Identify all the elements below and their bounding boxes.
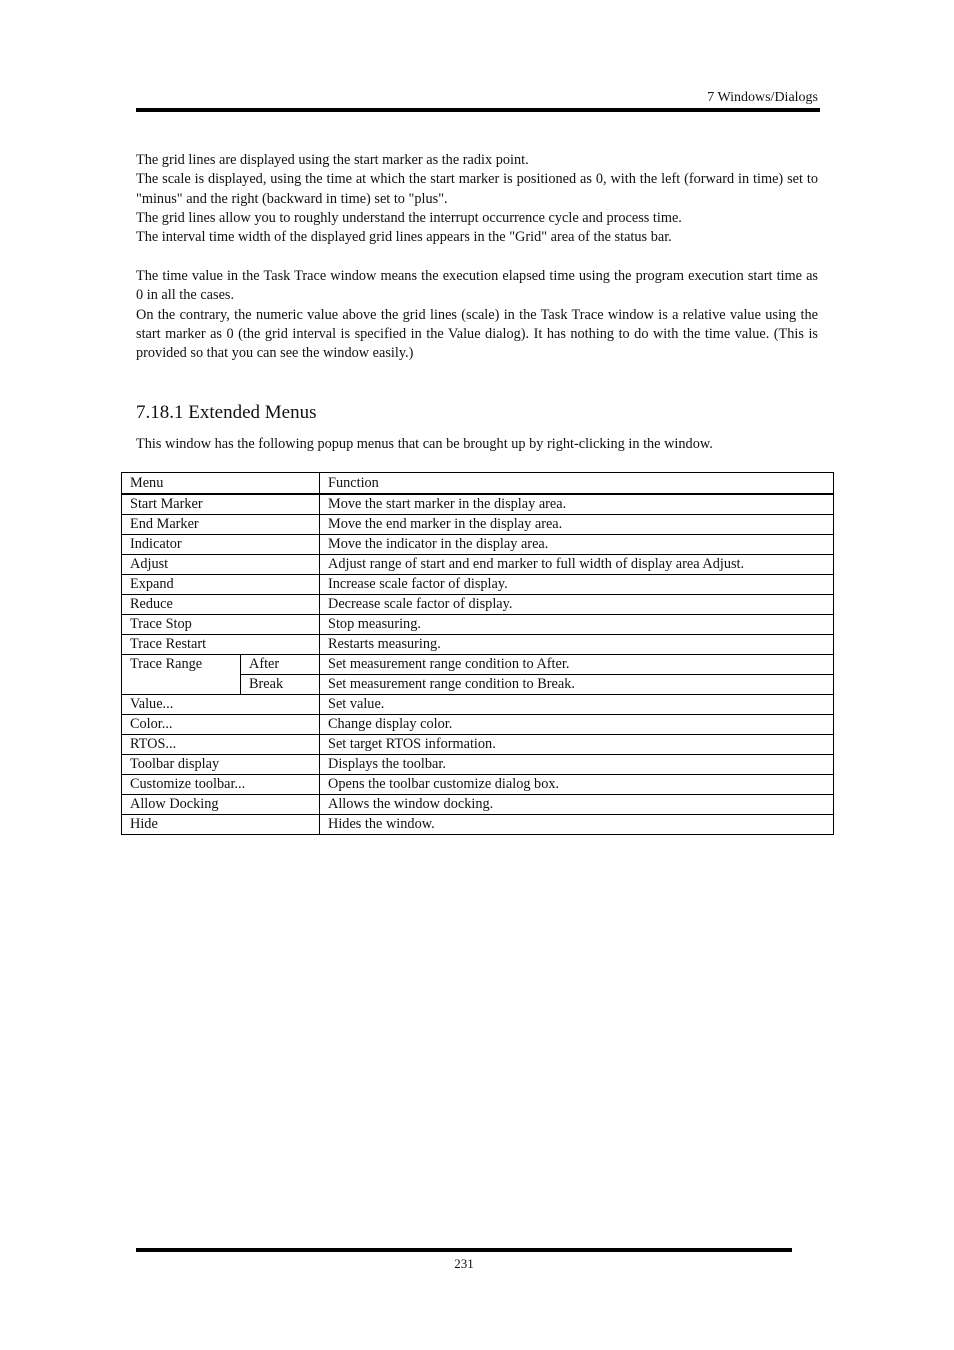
header-rule <box>136 108 820 112</box>
table-header-row <box>122 473 834 495</box>
menu-cell: Allow Docking <box>122 795 320 815</box>
menu-cell: Toolbar display <box>122 755 320 775</box>
function-cell: Opens the toolbar customize dialog box. <box>320 775 834 795</box>
function-cell: Set measurement range condition to After. <box>320 655 834 675</box>
menu-cell: RTOS... <box>122 735 320 755</box>
page-number: 231 <box>454 1256 474 1271</box>
table-row <box>122 535 834 555</box>
function-cell: Set measurement range condition to Break. <box>320 675 834 695</box>
body-line: The interval time width of the displayed grid lines appears in the "Grid" area of the status bar. <box>136 229 672 246</box>
table-row <box>122 515 834 535</box>
section-intro: This window has the following popup menus that can be brought up by right-clicking in the window. <box>136 436 713 452</box>
menu-cell: Reduce <box>122 595 320 615</box>
menu-cell: Expand <box>122 575 320 595</box>
function-cell: Set value. <box>320 695 834 715</box>
function-cell: Increase scale factor of display. <box>320 575 834 595</box>
table-row <box>122 775 834 795</box>
table-row <box>122 655 834 675</box>
function-cell: Restarts measuring. <box>320 635 834 655</box>
footer-rule <box>136 1248 792 1252</box>
table-row <box>122 635 834 655</box>
table-row <box>122 735 834 755</box>
table-row <box>122 695 834 715</box>
menu-cell: Trace Stop <box>122 615 320 635</box>
menu-cell: Trace Range <box>122 655 241 695</box>
submenu-cell: Break <box>241 675 320 695</box>
table-row <box>122 615 834 635</box>
body-line: The scale is displayed, using the time at which the start marker is positioned as 0, with the left (forward in time) set to "minus" and the right (backward in time) set to "plus". <box>136 171 818 207</box>
function-cell: Change display color. <box>320 715 834 735</box>
function-cell: Hides the window. <box>320 815 834 835</box>
body-line: The time value in the Task Trace window means the execution elapsed time using the program execution start time as 0 in all the cases. <box>136 268 818 304</box>
menu-cell: Customize toolbar... <box>122 775 320 795</box>
section-title: 7.18.1 Extended Menus <box>136 402 317 423</box>
function-cell: Set target RTOS information. <box>320 735 834 755</box>
extended-menus-table <box>121 472 834 835</box>
paragraph-time-value <box>136 267 818 363</box>
function-cell: Move the indicator in the display area. <box>320 535 834 555</box>
table-row <box>122 575 834 595</box>
menu-cell: Start Marker <box>122 494 320 515</box>
table-row <box>122 595 834 615</box>
table-row <box>122 755 834 775</box>
menu-cell: End Marker <box>122 515 320 535</box>
menu-cell: Color... <box>122 715 320 735</box>
submenu-cell: After <box>241 655 320 675</box>
menu-cell: Indicator <box>122 535 320 555</box>
body-line: The grid lines allow you to roughly understand the interrupt occurrence cycle and process time. <box>136 209 682 226</box>
function-cell: Allows the window docking. <box>320 795 834 815</box>
function-cell: Move the end marker in the display area. <box>320 515 834 535</box>
paragraph-grid-lines <box>136 151 818 247</box>
running-header: 7 Windows/Dialogs <box>707 90 818 105</box>
menu-cell: Adjust <box>122 555 320 575</box>
menu-cell: Trace Restart <box>122 635 320 655</box>
menu-cell: Value... <box>122 695 320 715</box>
table-row <box>122 715 834 735</box>
header-function: Function <box>320 473 834 495</box>
function-cell: Adjust range of start and end marker to full width of display area Adjust. <box>320 555 834 575</box>
table-row <box>122 555 834 575</box>
menu-cell: Hide <box>122 815 320 835</box>
table-row <box>122 815 834 835</box>
body-line: On the contrary, the numeric value above the grid lines (scale) in the Task Trace window is a relative value using the start marker as 0 (the grid interval is specified in the Value dialog). It has nothing to do with the time value. (This is provided so that you can see the window easily.) <box>136 306 818 362</box>
body-line: The grid lines are displayed using the start marker as the radix point. <box>136 152 529 168</box>
table-row <box>122 795 834 815</box>
header-menu: Menu <box>122 473 320 495</box>
table-row <box>122 494 834 515</box>
function-cell: Decrease scale factor of display. <box>320 595 834 615</box>
function-cell: Stop measuring. <box>320 615 834 635</box>
function-cell: Move the start marker in the display area. <box>320 494 834 515</box>
function-cell: Displays the toolbar. <box>320 755 834 775</box>
